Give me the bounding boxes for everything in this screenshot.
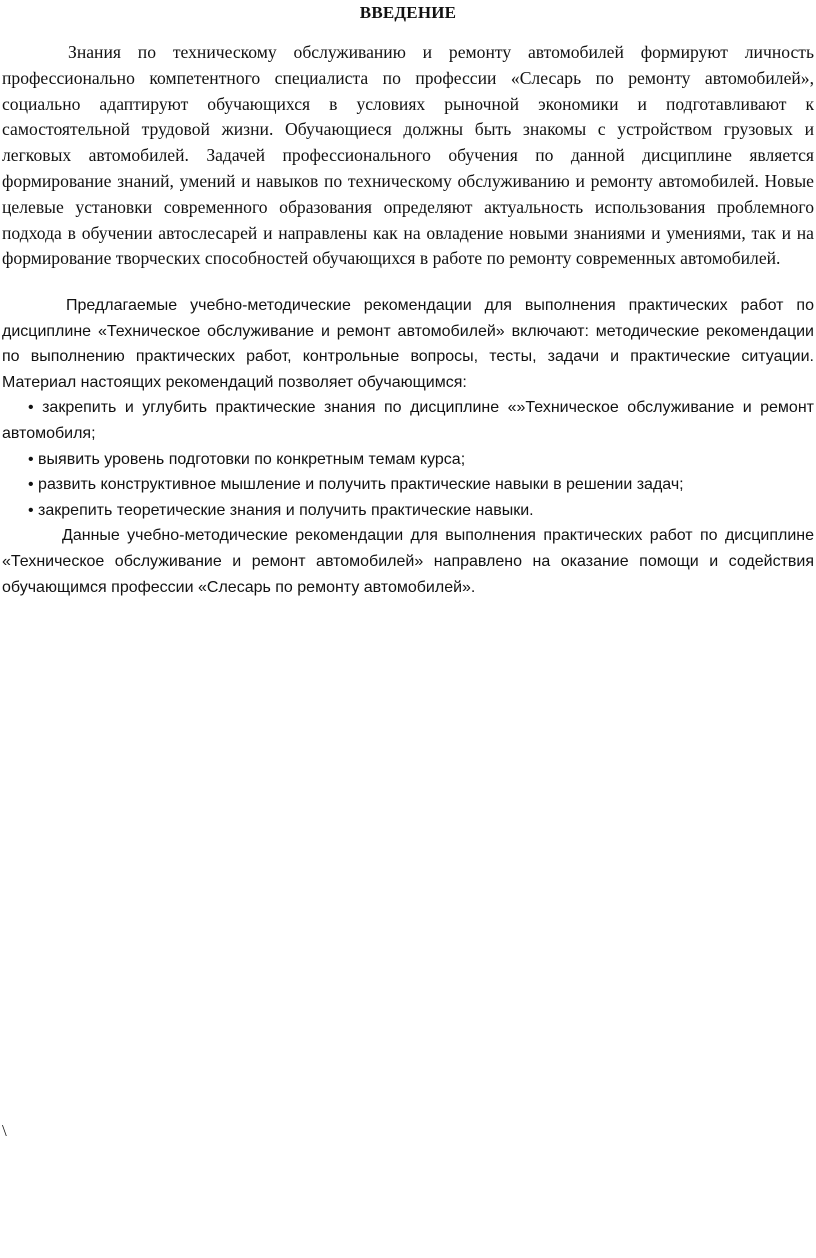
page-title: ВВЕДЕНИЕ	[359, 3, 457, 22]
stray-mark: \	[2, 1121, 7, 1140]
bullet-item: • развить конструктивное мышление и получить практические навыки в решении задач;	[28, 476, 684, 494]
bullet-item: • выявить уровень подготовки по конкретным темам курса;	[28, 450, 466, 468]
bullet-item: • закрепить теоретические знания и получить практические навыки.	[28, 501, 534, 519]
recommendations-section	[2, 293, 814, 600]
intro-paragraph: Знания по техническому обслуживанию и ремонту автомобилей формируют личность профессионально компетентного специалиста по профессии «Слесарь по ремонту автомобилей», социально адаптируют обучающихся в условиях рыночной экономики и подготавливают к самостоятельной трудовой жизни. Обучающиеся должны быть знакомы с устройством грузовых и легковых автомобилей. Задачей профессионального обучения по данной дисциплине является формирование знаний, умений и навыков по техническому обслуживанию и ремонту автомобилей. Новые целевые установки современного образования определяют актуальность использования проблемного подхода в обучении автослесарей и направлены как на овладение новыми знаниями и умениями, так и на формирование творческих способностей обучающихся в работе по ремонту современных автомобилей.	[2, 42, 814, 269]
recommendations-paragraph: Предлагаемые учебно-методические рекомендации для выполнения практических работ по дисциплине «Техническое обслуживание и ремонт автомобилей» включают: методические рекомендации по выполнению практических работ, контрольные вопросы, тесты, задачи и практические ситуации. Материал настоящих рекомендаций позволяет обучающимся:	[2, 297, 814, 391]
closing-paragraph: Данные учебно-методические рекомендации для выполнения практических работ по дисциплине «Техническое обслуживание и ремонт автомобилей» направлено на оказание помощи и содействия обучающимся профессии «Слесарь по ремонту автомобилей».	[2, 527, 814, 596]
bullet-item: • закрепить и углубить практические знания по дисциплине «»Техническое обслуживание и ремонт автомобиля;	[2, 399, 814, 442]
